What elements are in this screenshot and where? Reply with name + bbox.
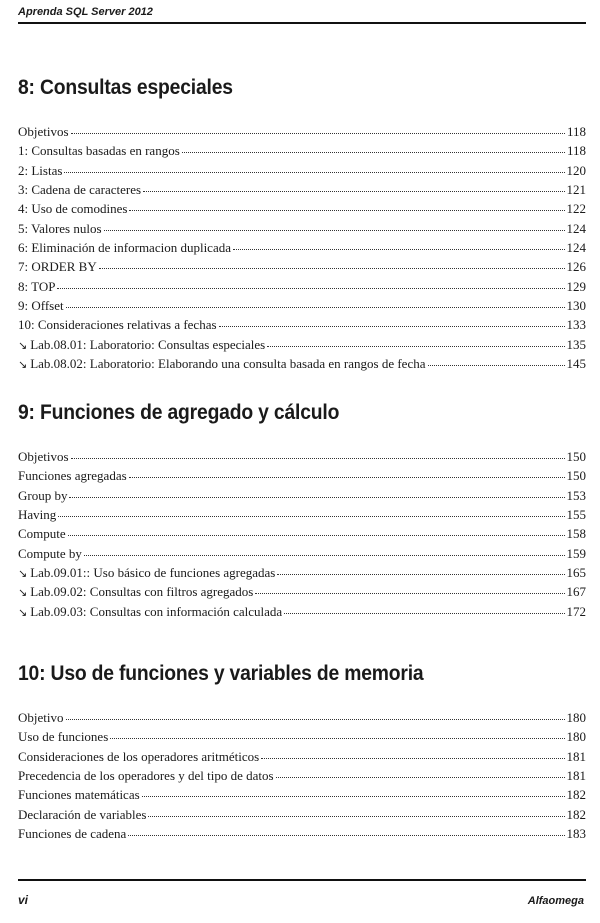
toc-entry [18, 238, 586, 257]
toc-entry [18, 257, 586, 276]
toc-entry-page: 150 [566, 468, 586, 484]
toc-entry-page: 183 [566, 826, 586, 842]
footer-rule [18, 879, 586, 881]
toc-entry [18, 141, 586, 160]
dot-leader [66, 718, 565, 720]
toc-entry-page: 181 [566, 768, 586, 784]
toc-entry-label: Declaración de variables [18, 806, 147, 822]
toc-entry-page: 180 [566, 710, 586, 725]
toc-entry-label: 8: TOP [18, 278, 56, 294]
dot-leader [143, 190, 564, 192]
toc-entry-label: 5: Valores nulos [18, 220, 102, 236]
chapter-9-section [18, 401, 586, 621]
toc-entry-label: 1: Consultas basadas en rangos [18, 143, 180, 159]
toc-entry-page: 121 [566, 182, 586, 198]
dot-leader [261, 757, 564, 759]
toc-entry-page: 120 [566, 162, 586, 178]
toc-entry [18, 161, 586, 180]
header-rule [18, 22, 586, 24]
toc-entry [18, 766, 586, 785]
toc-entry-page: 150 [566, 449, 586, 464]
toc-entry [18, 315, 586, 334]
toc-entry-page: 158 [566, 526, 586, 542]
toc-entry [18, 122, 586, 141]
dot-leader [64, 171, 564, 173]
toc-entry-page: 122 [566, 201, 586, 217]
dot-leader [428, 364, 565, 366]
arrow-down-right-icon: ↘ [18, 338, 28, 352]
toc-entry-page: 165 [566, 565, 586, 581]
toc-entry-label: Lab.08.01: Laboratorio: Consultas especiales [30, 336, 266, 352]
toc-entry-page: 180 [566, 729, 586, 745]
toc-entry-label: 4: Uso de comodines [18, 201, 128, 217]
chapter-8-section [18, 76, 586, 373]
toc-entry-page: 126 [566, 259, 586, 275]
toc-entry [18, 447, 586, 466]
toc-entry-page: 172 [566, 603, 586, 619]
toc-entry-label: Uso de funciones [18, 729, 109, 745]
toc-entry-page: 155 [566, 507, 586, 523]
toc-entry [18, 805, 586, 824]
toc-entry [18, 277, 586, 296]
toc-entry [18, 180, 586, 199]
toc-entry-page: 145 [566, 356, 586, 372]
dot-leader [84, 554, 565, 556]
toc-lab-entry [18, 354, 586, 373]
toc-entry-page: 182 [566, 806, 586, 822]
toc-entry-label: Lab.09.01:: Uso básico de funciones agregadas [30, 565, 276, 581]
toc-entry-label: Having [18, 507, 57, 523]
toc-lab-entry [18, 582, 586, 601]
running-header: Aprenda SQL Server 2012 [18, 6, 153, 18]
toc-entry-page: 182 [566, 787, 586, 803]
toc-entry-page: 153 [566, 487, 586, 503]
toc-list [18, 122, 586, 373]
toc-entry [18, 219, 586, 238]
dot-leader [57, 287, 564, 289]
dot-leader [219, 325, 565, 327]
dot-leader [66, 306, 565, 308]
dot-leader [129, 476, 565, 478]
toc-entry-page: 124 [566, 220, 586, 236]
dot-leader [99, 267, 565, 269]
toc-entry-page: 130 [566, 298, 586, 314]
toc-lab-entry [18, 335, 586, 354]
toc-entry-label: Funciones matemáticas [18, 787, 140, 803]
chapter-title: 8: Consultas especiales [18, 76, 233, 99]
dot-leader [284, 612, 564, 614]
dot-leader [71, 457, 565, 459]
toc-entry-label: 6: Eliminación de informacion duplicada [18, 240, 231, 256]
toc-entry [18, 727, 586, 746]
dot-leader [267, 345, 564, 347]
toc-entry-label: Lab.08.02: Laboratorio: Elaborando una consulta basada en rangos de fecha [30, 356, 426, 372]
toc-entry-label: Precedencia de los operadores y del tipo de datos [18, 768, 274, 784]
toc-entry-label: Lab.09.02: Consultas con filtros agregados [30, 584, 254, 600]
dot-leader [255, 592, 564, 594]
toc-entry-label: Objetivos [18, 449, 69, 464]
dot-leader [129, 209, 564, 211]
chapter-title: 10: Uso de funciones y variables de memoria [18, 662, 424, 685]
toc-entry [18, 296, 586, 315]
toc-entry-page: 181 [566, 748, 586, 764]
arrow-down-right-icon: ↘ [18, 605, 28, 619]
dot-leader [128, 834, 564, 836]
toc-entry-page: 118 [566, 124, 586, 139]
toc-entry-label: 7: ORDER BY [18, 259, 97, 275]
toc-entry-label: Group by [18, 487, 68, 503]
chapter-title: 9: Funciones de agregado y cálculo [18, 401, 340, 424]
toc-entry-label: Funciones de cadena [18, 826, 127, 842]
arrow-down-right-icon: ↘ [18, 586, 28, 600]
toc-entry [18, 747, 586, 766]
toc-list [18, 708, 586, 843]
dot-leader [277, 573, 564, 575]
arrow-down-right-icon: ↘ [18, 358, 28, 372]
dot-leader [110, 737, 564, 739]
toc-entry [18, 524, 586, 543]
toc-entry-label: Consideraciones de los operadores aritméticos [18, 748, 260, 764]
dot-leader [58, 515, 564, 517]
toc-entry-page: 129 [566, 278, 586, 294]
toc-entry [18, 544, 586, 563]
toc-entry [18, 785, 586, 804]
toc-entry-label: 3: Cadena de caracteres [18, 182, 142, 198]
dot-leader [69, 496, 564, 498]
dot-leader [182, 151, 565, 153]
publisher-name: Alfaomega [527, 895, 584, 907]
toc-entry-page: 118 [566, 143, 586, 159]
toc-entry-page: 167 [566, 584, 586, 600]
toc-entry [18, 824, 586, 843]
toc-entry-page: 124 [566, 240, 586, 256]
toc-list [18, 447, 586, 621]
dot-leader [104, 229, 565, 231]
toc-entry-label: Compute by [18, 545, 82, 561]
dot-leader [276, 776, 565, 778]
dot-leader [142, 795, 565, 797]
toc-entry-label: Funciones agregadas [18, 468, 127, 484]
toc-entry [18, 466, 586, 485]
chapter-10-section [18, 662, 586, 843]
toc-entry-label: Objetivo [18, 710, 64, 725]
toc-entry-label: 2: Listas [18, 162, 63, 178]
dot-leader [71, 132, 565, 134]
dot-leader [68, 534, 565, 536]
toc-entry [18, 199, 586, 218]
arrow-down-right-icon: ↘ [18, 567, 28, 581]
toc-entry [18, 486, 586, 505]
page-number: vi [18, 893, 29, 907]
toc-entry-label: 9: Offset [18, 298, 64, 314]
toc-entry [18, 505, 586, 524]
toc-entry-label: 10: Consideraciones relativas a fechas [18, 317, 217, 333]
toc-entry-page: 135 [566, 336, 586, 352]
dot-leader [233, 248, 565, 250]
toc-entry-page: 133 [566, 317, 586, 333]
toc-entry-page: 159 [566, 545, 586, 561]
toc-entry-label: Compute [18, 526, 66, 542]
toc-entry [18, 708, 586, 727]
toc-entry-label: Lab.09.03: Consultas con información calculada [30, 603, 283, 619]
toc-lab-entry [18, 563, 586, 582]
dot-leader [148, 815, 564, 817]
toc-entry-label: Objetivos [18, 124, 69, 139]
toc-lab-entry [18, 602, 586, 621]
